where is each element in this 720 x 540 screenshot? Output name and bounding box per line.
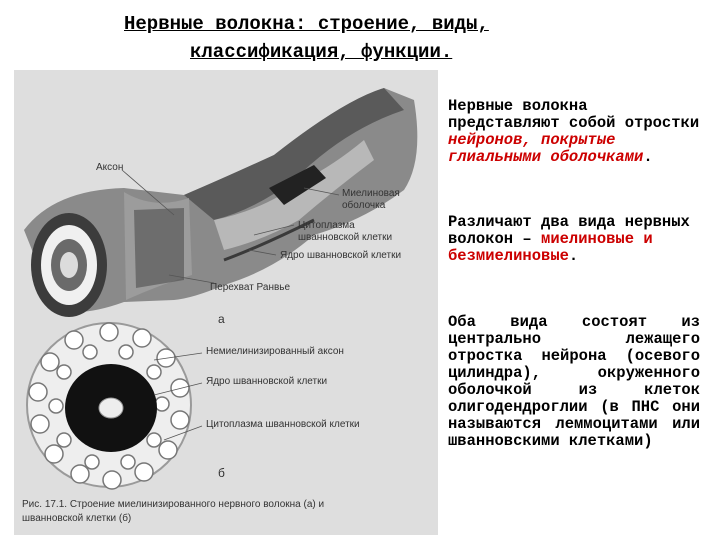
p1-plain: Нервные волокна представляют собой отростки — [448, 97, 700, 132]
paragraph-types — [448, 214, 700, 265]
label-unmyelinated-axon: Немиелинизированный аксон — [206, 346, 344, 357]
caption-line-1: Рис. 17.1. Строение миелинизированного нервного волокна (а) и — [22, 499, 325, 510]
label-node-ranvier: Перехват Ранвье — [210, 282, 291, 293]
p2-end: . — [568, 247, 579, 265]
caption-line-2: шванновской клетки (б) — [22, 513, 132, 524]
title-line-2: классификация, функции. — [190, 41, 453, 63]
p2-highlight: миелиновые и безмиелиновые — [448, 230, 653, 265]
label-myelin-1: Миелиновая — [342, 188, 400, 199]
paragraph-definition — [448, 98, 700, 166]
label-nucleus-b: Ядро шванновской клетки — [206, 376, 328, 387]
p1-highlight: нейронов, покрытые глиальными оболочками — [448, 131, 644, 166]
schwann-cell-drawing — [27, 323, 191, 489]
panel-b-letter: б — [218, 466, 225, 480]
panel-a-letter: а — [218, 312, 225, 326]
figure-illustration — [14, 70, 438, 535]
label-axon: Аксон — [96, 162, 124, 173]
label-cytoplasm-2: шванновской клетки — [298, 232, 393, 243]
label-cytoplasm-b: Цитоплазма шванновской клетки — [206, 419, 360, 430]
paragraph-structure: Оба вида состоят из центрально лежащего отростка нейрона (осевого цилиндра), окруженного оболочкой из клеток олигодендроглии (в ПНС они называются леммоцитами или шванновскими клетками) — [448, 313, 700, 450]
label-nucleus-a: Ядро шванновской клетки — [280, 250, 402, 261]
p1-end: . — [643, 148, 653, 166]
slide-title — [0, 10, 720, 66]
nerve-fiber-figure — [14, 70, 438, 535]
title-line-1: Нервные волокна: строение, виды, — [124, 13, 489, 35]
figure-caption — [22, 498, 422, 526]
label-cytoplasm-1: Цитоплазма — [298, 220, 355, 231]
p2-plain: Различают два вида нервных волокон – — [448, 213, 690, 248]
label-myelin-2: оболочка — [342, 200, 386, 211]
